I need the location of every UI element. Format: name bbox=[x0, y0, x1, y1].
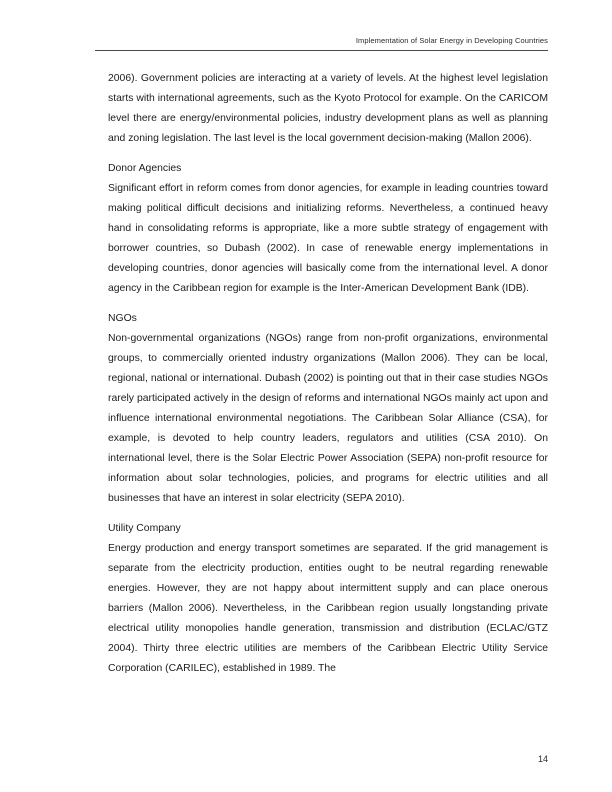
running-title: Implementation of Solar Energy in Developing Countries bbox=[355, 36, 548, 45]
page-number: 14 bbox=[537, 754, 548, 764]
section-heading-utility-company: Utility Company bbox=[108, 523, 181, 534]
opening-paragraph: 2006). Government policies are interacting at a variety of levels. At the highest level legislation starts with international agreements, such as the Kyoto Protocol for example. On the CARICOM level there are energy/environmental policies, industry development plans as well as planning and zoning legislation. The last level is the local government decision-making (Mallon 2006). bbox=[108, 73, 548, 144]
header-rule bbox=[95, 50, 548, 51]
section-paragraph-ngos: Non-governmental organizations (NGOs) range from non-profit organizations, environmental groups, to commercially oriented industry organizations (Mallon 2006). They can be local, regional, national or international. Dubash (2002) is pointing out that in their case studies NGOs rarely participated actively in the design of reforms and international NGOs mainly act upon and influence international environmental negotiations. The Caribbean Solar Alliance (CSA), for example, is devoted to help country leaders, regulators and utilities (CSA 2010). On international level, there is the Solar Electric Power Association (SEPA) non-profit resource for information about solar technologies, policies, and programs for electric utilities and all businesses that have an interest in solar electricity (SEPA 2010). bbox=[108, 333, 548, 504]
running-header bbox=[95, 36, 548, 45]
section-paragraph-utility-company: Energy production and energy transport sometimes are separated. If the grid management is separate from the electricity production, entities ought to be neutral regarding renewable energies. However, they are not happy about intermittent supply and can place onerous barriers (Mallon 2006). Nevertheless, in the Caribbean region usually longstanding private electrical utility monopolies handle generation, transmission and distribution (ECLAC/GTZ 2004). Thirty three electric utilities are members of the Caribbean Electric Utility Service Corporation (CARILEC), established in 1989. The bbox=[108, 543, 548, 674]
section-heading-ngos: NGOs bbox=[108, 313, 137, 324]
page-content bbox=[108, 69, 548, 679]
section-heading-donor-agencies: Donor Agencies bbox=[108, 163, 182, 174]
section-paragraph-donor-agencies: Significant effort in reform comes from donor agencies, for example in leading countries toward making political difficult decisions and initializing reforms. Nevertheless, a continued heavy hand in consolidating reforms is appropriate, like a more subtle strategy of engagement with borrower countries, so Dubash (2002). In case of renewable energy implementations in developing countries, donor agencies will basically come from the international level. A donor agency in the Caribbean region for example is the Inter-American Development Bank (IDB). bbox=[108, 183, 548, 294]
